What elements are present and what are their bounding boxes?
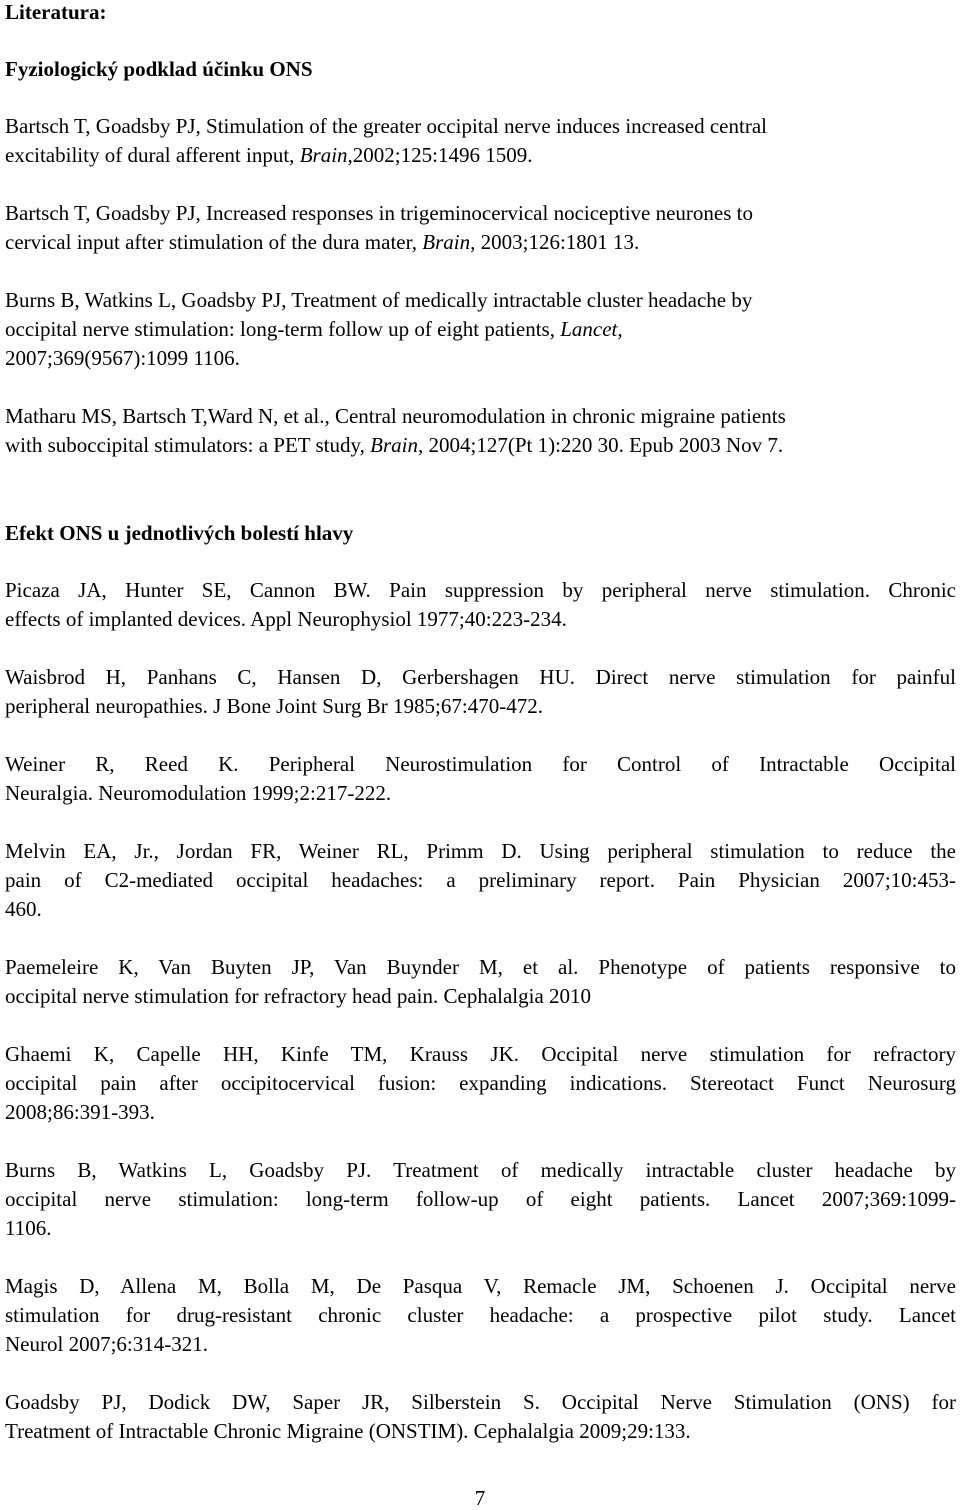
reference-line: occipital nerve stimulation for refractory head pain. Cephalalgia 2010 — [5, 984, 592, 1008]
reference-item — [5, 837, 956, 924]
reference-line: Magis D, Allena M, Bolla M, De Pasqua V, Remacle JM, Schoenen J. Occipital nerve — [5, 1274, 956, 1298]
section-title-headaches: Efekt ONS u jednotlivých bolestí hlavy — [5, 521, 354, 545]
section-title-physiology: Fyziologický podklad účinku ONS — [5, 57, 313, 81]
page-number: 7 — [474, 1486, 486, 1510]
reference-item — [5, 1388, 956, 1446]
reference-item — [5, 1040, 956, 1127]
reference-line: Burns B, Watkins L, Goadsby PJ, Treatment of medically intractable cluster headache by — [5, 288, 753, 312]
reference-line: Bartsch T, Goadsby PJ, Stimulation of the greater occipital nerve induces increased central — [5, 114, 767, 138]
reference-line: with suboccipital stimulators: a PET study, Brain, 2004;127(Pt 1):220 30. Epub 2003 Nov 7. — [5, 433, 784, 457]
journal-name: Brain — [422, 230, 471, 254]
reference-line: Burns B, Watkins L, Goadsby PJ. Treatment of medically intractable cluster headache by — [5, 1158, 956, 1182]
journal-name: Brain — [370, 433, 418, 457]
reference-line: occipital pain after occipitocervical fusion: expanding indications. Stereotact Funct Neurosurg — [5, 1071, 956, 1095]
reference-line: Neuralgia. Neuromodulation 1999;2:217-222. — [5, 781, 392, 805]
reference-line: Picaza JA, Hunter SE, Cannon BW. Pain suppression by peripheral nerve stimulation. Chronic — [5, 578, 956, 602]
reference-line: Treatment of Intractable Chronic Migraine (ONSTIM). Cephalalgia 2009;29:133. — [5, 1419, 691, 1443]
reference-line: occipital nerve stimulation: long-term follow-up of eight patients. Lancet 2007;369:1099- — [5, 1187, 956, 1211]
reference-item — [5, 663, 956, 721]
reference-line: 2008;86:391-393. — [5, 1100, 155, 1124]
reference-item — [5, 112, 956, 170]
reference-line: 460. — [5, 897, 42, 921]
reference-line: 2007;369(9567):1099 1106. — [5, 346, 240, 370]
reference-line: Matharu MS, Bartsch T,Ward N, et al., Central neuromodulation in chronic migraine patients — [5, 404, 786, 428]
reference-line: Paemeleire K, Van Buyten JP, Van Buynder M, et al. Phenotype of patients responsive to — [5, 955, 956, 979]
reference-item — [5, 1156, 956, 1243]
reference-item — [5, 953, 956, 1011]
reference-line: Weiner R, Reed K. Peripheral Neurostimulation for Control of Intractable Occipital — [5, 752, 956, 776]
reference-item — [5, 1272, 956, 1359]
journal-name: Lancet — [560, 317, 618, 341]
reference-line: stimulation for drug-resistant chronic cluster headache: a prospective pilot study. Lancet — [5, 1303, 956, 1327]
reference-line: effects of implanted devices. Appl Neurophysiol 1977;40:223-234. — [5, 607, 567, 631]
reference-line: Melvin EA, Jr., Jordan FR, Weiner RL, Primm D. Using peripheral stimulation to reduce the — [5, 839, 956, 863]
reference-line: occipital nerve stimulation: long-term follow up of eight patients, Lancet, — [5, 317, 623, 341]
reference-item — [5, 576, 956, 634]
page-heading: Literatura: — [5, 0, 107, 24]
reference-line: Neurol 2007;6:314-321. — [5, 1332, 208, 1356]
reference-item — [5, 199, 956, 257]
reference-line: cervical input after stimulation of the dura mater, Brain, 2003;126:1801 13. — [5, 230, 640, 254]
reference-line: peripheral neuropathies. J Bone Joint Surg Br 1985;67:470-472. — [5, 694, 543, 718]
reference-item — [5, 286, 956, 373]
reference-line: excitability of dural afferent input, Brain,2002;125:1496 1509. — [5, 143, 533, 167]
reference-line: Waisbrod H, Panhans C, Hansen D, Gerbershagen HU. Direct nerve stimulation for painful — [5, 665, 956, 689]
reference-line: Goadsby PJ, Dodick DW, Saper JR, Silberstein S. Occipital Nerve Stimulation (ONS) for — [5, 1390, 956, 1414]
reference-line: Ghaemi K, Capelle HH, Kinfe TM, Krauss JK. Occipital nerve stimulation for refractory — [5, 1042, 956, 1066]
reference-line: pain of C2-mediated occipital headaches: a preliminary report. Pain Physician 2007;10:453- — [5, 868, 956, 892]
reference-item — [5, 750, 956, 808]
journal-name: Brain — [299, 143, 348, 167]
reference-item — [5, 402, 956, 460]
reference-line: Bartsch T, Goadsby PJ, Increased responses in trigeminocervical nociceptive neurones to — [5, 201, 754, 225]
reference-line: 1106. — [5, 1216, 52, 1240]
